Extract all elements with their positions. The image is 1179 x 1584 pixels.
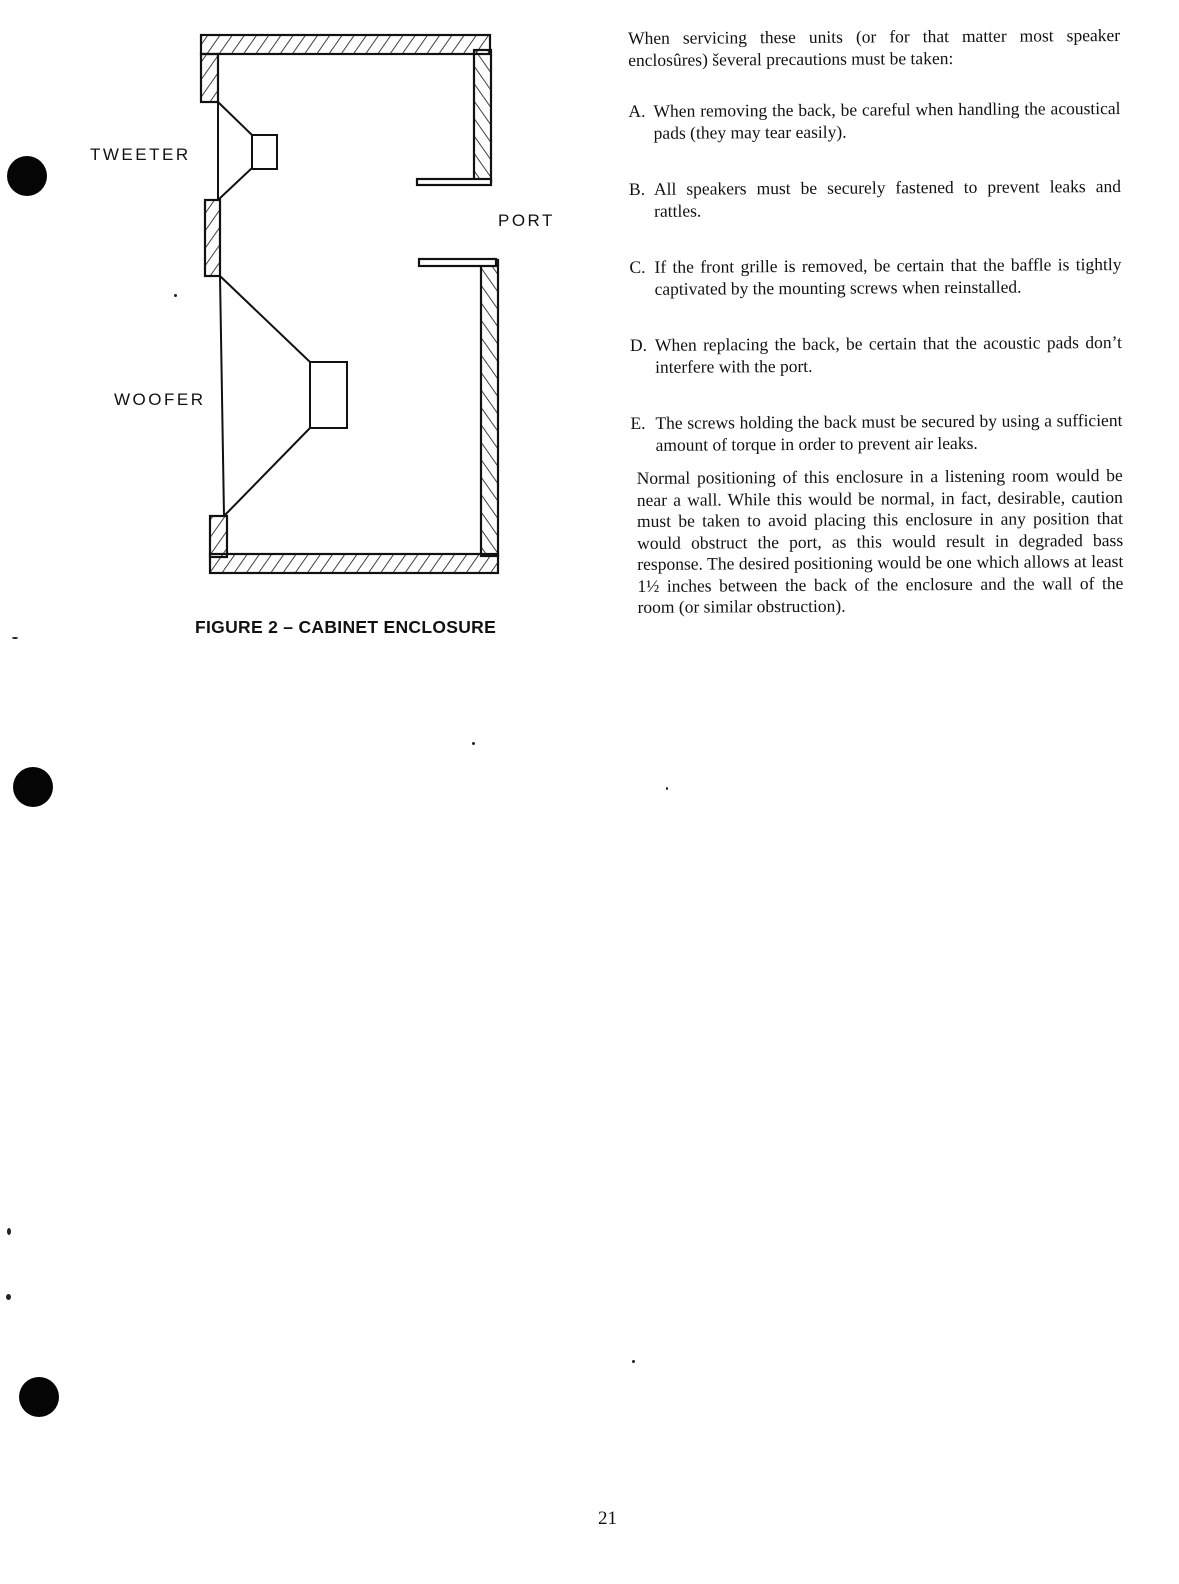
figure-caption: FIGURE 2 – CABINET ENCLOSURE	[195, 617, 497, 637]
scan-speck	[12, 637, 18, 639]
port-upper-lip	[417, 179, 491, 185]
scan-speck	[6, 1294, 11, 1300]
baffle-middle-section	[205, 200, 220, 276]
item-letter: B.	[628, 178, 646, 199]
baffle-line	[220, 276, 224, 516]
item-text: When replacing the back, be certain that the acoustic pads don’t interfere with the port.	[654, 331, 1122, 377]
item-letter: C.	[629, 256, 646, 277]
page-number: 21	[598, 1508, 617, 1529]
positioning-paragraph: Normal positioning of this enclosure in a listening room would be near a wall. While this would be normal, in fact, desirable, caution must be taken to avoid placing this enclosure in any position that would obstruct the port, as this would result in degraded bass response. The desired positioning would be one which allows at least 1½ inches between the back of the enclosure and the wall of the room (or similar obstruction).	[636, 464, 1124, 617]
woofer-driver	[220, 276, 347, 516]
back-wall-lower	[481, 260, 498, 556]
item-text: When removing the back, be careful when handling the acoustical pads (they may tear easily).	[653, 97, 1121, 143]
service-instructions	[628, 25, 1124, 618]
port-label: PORT	[498, 211, 555, 230]
punch-hole-top	[7, 156, 47, 196]
baffle-top-stub	[201, 54, 218, 102]
bottom-wall	[210, 554, 498, 573]
tweeter-driver	[218, 102, 277, 200]
precaution-item	[630, 332, 1122, 378]
item-text: All speakers must be securely fastened to prevent leaks and rattles.	[653, 175, 1122, 221]
back-wall-upper	[474, 50, 491, 182]
cabinet-enclosure-diagram	[80, 25, 580, 595]
punch-hole-middle	[13, 767, 53, 807]
punch-hole-bottom	[19, 1377, 59, 1417]
cabinet-walls	[201, 35, 498, 573]
tweeter-label: TWEETER	[90, 145, 191, 164]
top-wall	[201, 35, 490, 54]
scan-speck	[666, 787, 668, 790]
intro-text: When servicing these units (or for that matter most speaker enclosûres) ševeral precautions must be taken:	[628, 24, 1121, 70]
port-lower-lip	[419, 259, 496, 266]
precaution-item	[629, 176, 1121, 222]
scan-speck	[472, 742, 475, 745]
item-text: The screws holding the back must be secured by using a sufficient amount of torque in order to prevent air leaks.	[655, 409, 1123, 455]
item-letter: D.	[629, 334, 648, 355]
baffle-bottom-stub	[210, 516, 227, 557]
item-letter: A.	[628, 100, 646, 121]
woofer-label: WOOFER	[114, 390, 206, 409]
precaution-item	[629, 254, 1121, 300]
item-text: If the front grille is removed, be certain that the baffle is tightly captivated by the mounting screws when reinstalled.	[654, 253, 1122, 299]
scan-speck	[632, 1360, 635, 1363]
precaution-item	[628, 98, 1120, 144]
item-letter: E.	[630, 412, 646, 433]
precaution-item	[630, 410, 1122, 456]
scan-speck	[7, 1228, 11, 1235]
